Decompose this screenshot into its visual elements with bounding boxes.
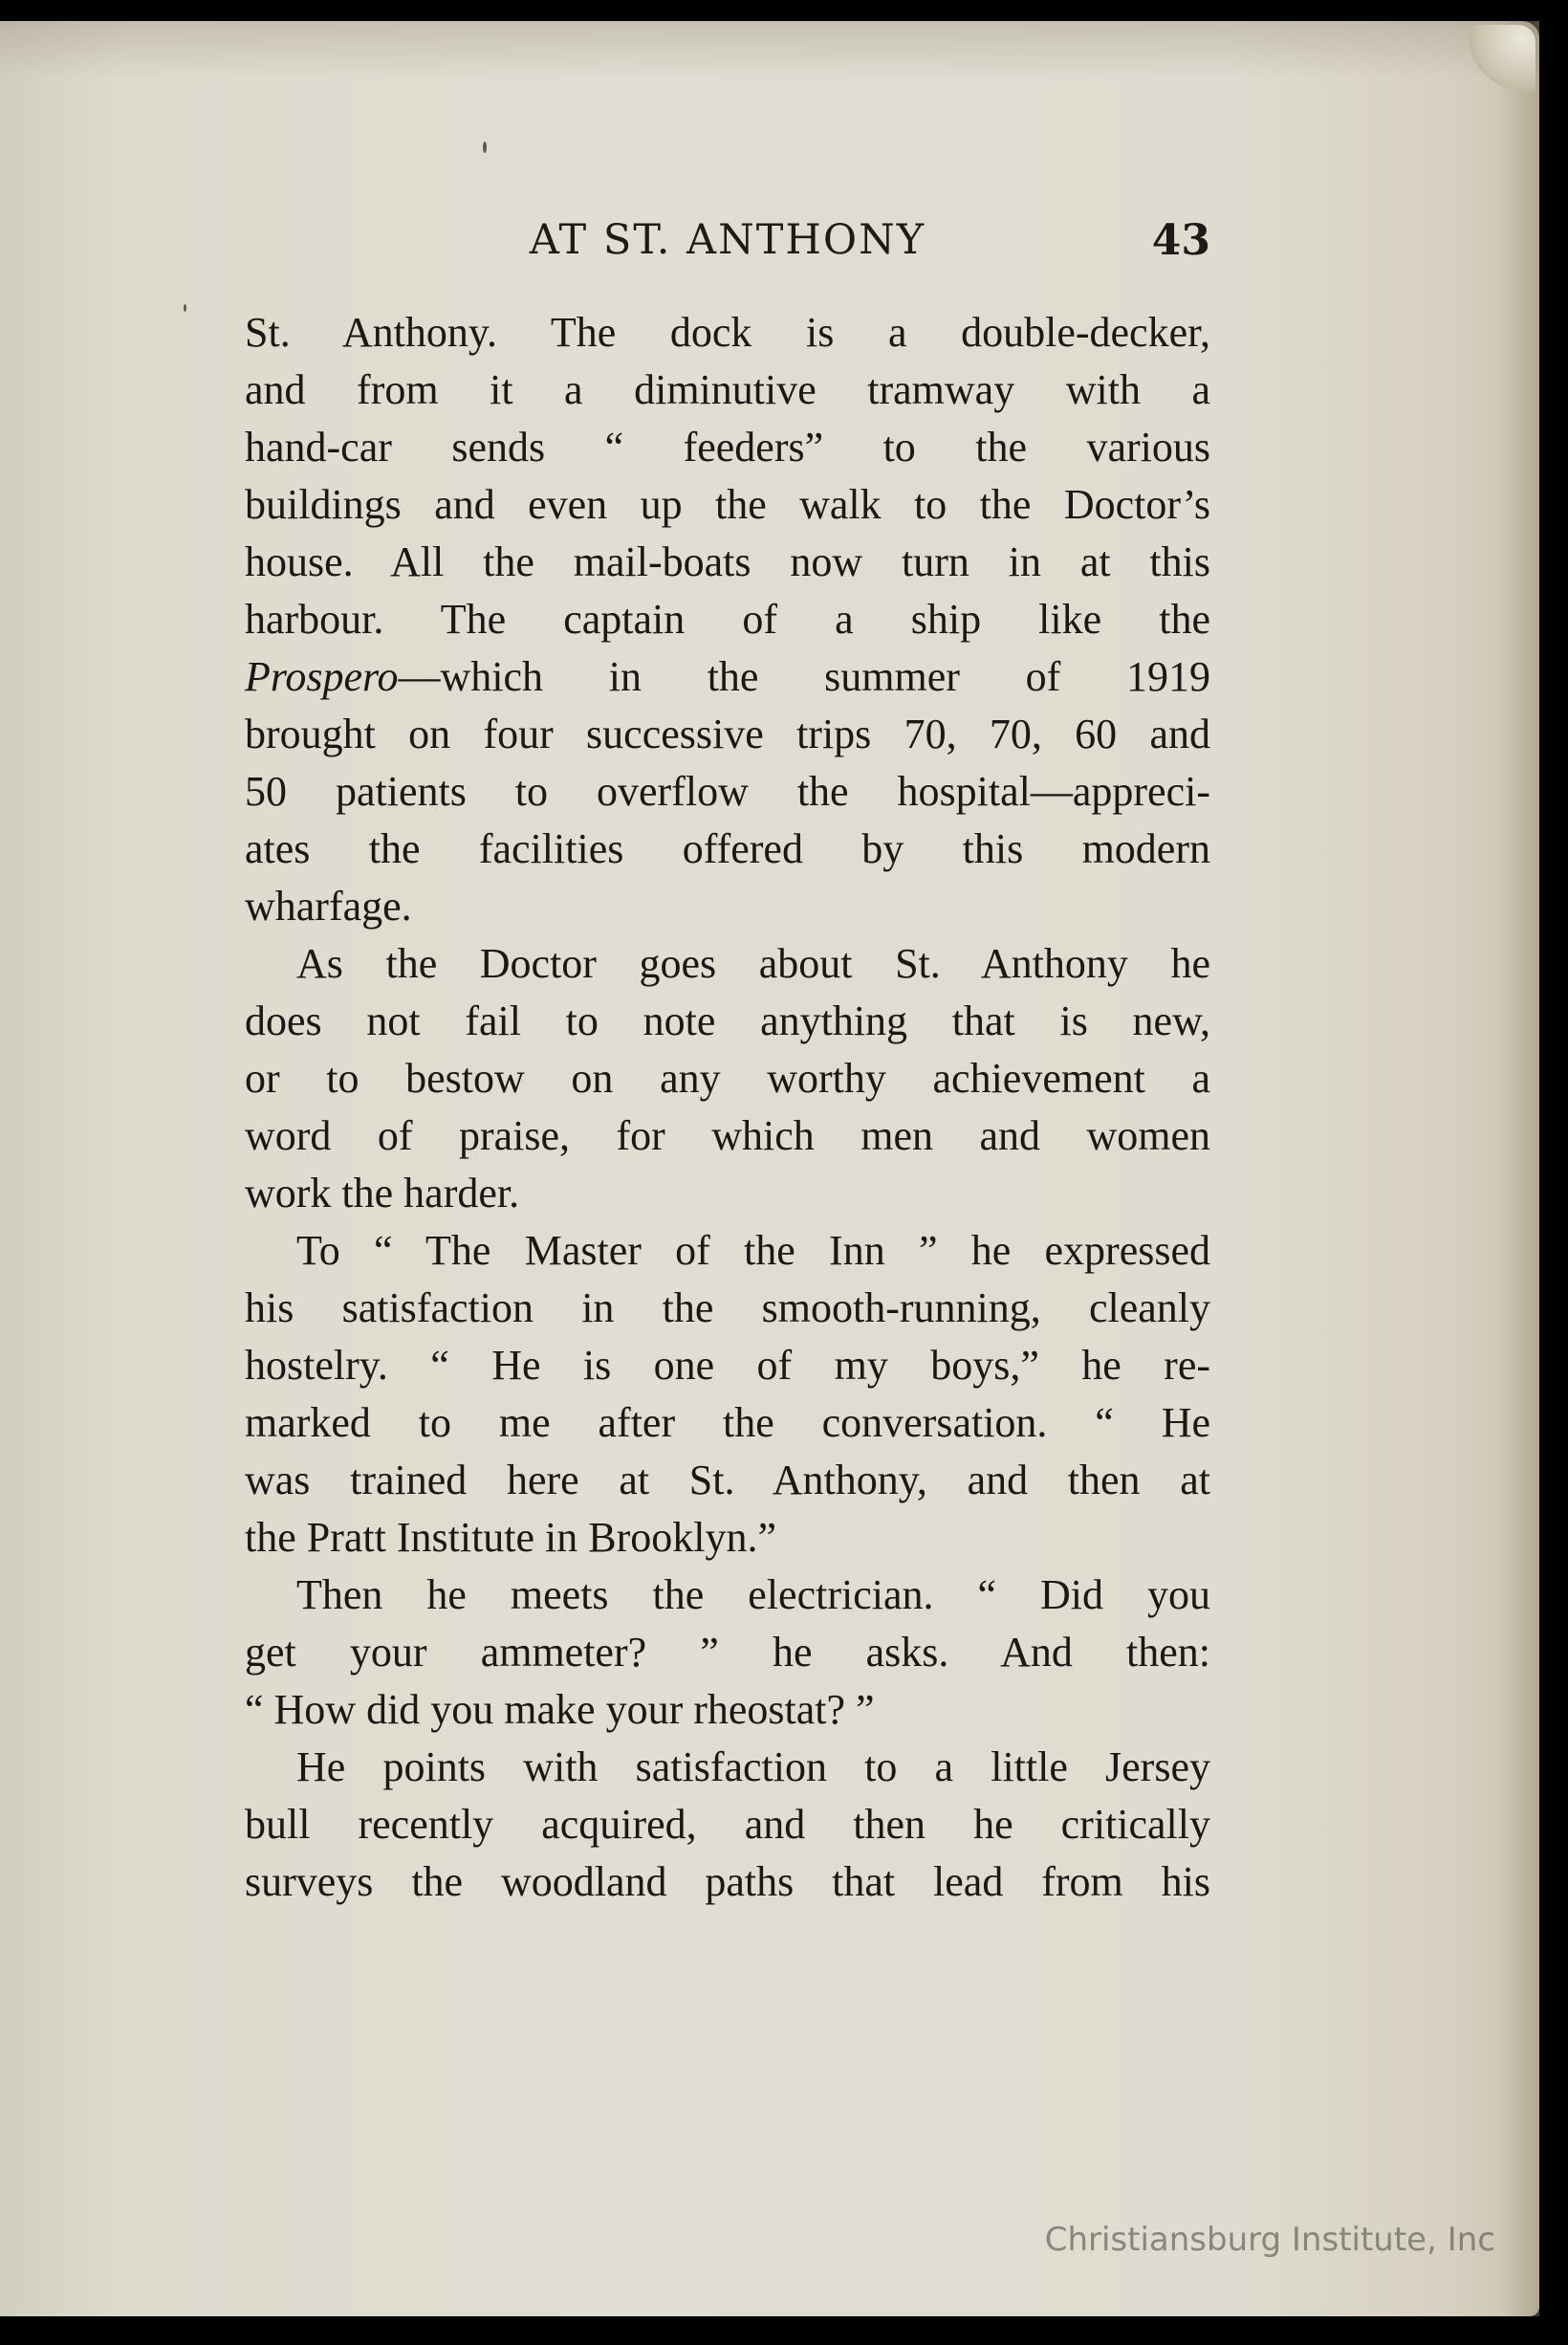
text-line: his satisfaction in the smooth-running, cleanly xyxy=(245,1284,1210,1331)
page-right-edge xyxy=(1501,21,1539,2316)
text-line-paragraph-start: To “ The Master of the Inn ” he expressed xyxy=(296,1227,1210,1274)
text-line: was trained here at St. Anthony, and then at xyxy=(245,1457,1210,1503)
text-line-paragraph-end: wharfage. xyxy=(245,883,412,930)
paper-speck xyxy=(184,304,186,312)
text-line: bull recently acquired, and then he critically xyxy=(245,1801,1210,1848)
text-line: word of praise, for which men and women xyxy=(245,1112,1210,1159)
text-line: harbour. The captain of a ship like the xyxy=(245,596,1210,643)
running-head xyxy=(245,216,1210,283)
text-line: marked to me after the conversation. “ He xyxy=(245,1399,1210,1446)
text-line: does not fail to note anything that is new, xyxy=(245,997,1210,1044)
text-line-paragraph-start: Then he meets the electrician. “ Did you xyxy=(296,1571,1210,1618)
text-line-paragraph-start: He points with satisfaction to a little Jersey xyxy=(296,1743,1210,1790)
text-line: hostelry. “ He is one of my boys,” he re- xyxy=(245,1342,1210,1389)
text-line-paragraph-end: “ How did you make your rheostat? ” xyxy=(245,1686,875,1733)
text-line-paragraph-end: work the harder. xyxy=(245,1170,520,1216)
text-line-rest: —which in the summer of 1919 xyxy=(398,653,1210,700)
text-line: hand-car sends “ feeders” to the various xyxy=(245,424,1210,471)
text-line: house. All the mail-boats now turn in at this xyxy=(245,538,1210,585)
text-line: buildings and even up the walk to the Doctor’s xyxy=(245,481,1210,528)
paper-speck xyxy=(483,142,487,153)
text-line-with-italic xyxy=(245,648,1210,706)
page-corner-curl xyxy=(1469,25,1535,92)
text-line: or to bestow on any worthy achievement a xyxy=(245,1055,1210,1102)
body-text xyxy=(245,304,1210,1911)
watermark: Christiansburg Institute, Inc xyxy=(1044,2221,1495,2259)
text-line: brought on four successive trips 70, 70, 60 and xyxy=(245,711,1210,757)
text-line: get your ammeter? ” he asks. And then: xyxy=(245,1629,1210,1676)
page-number: 43 xyxy=(1151,216,1210,265)
running-head-title: AT ST. ANTHONY xyxy=(529,216,926,264)
text-line: St. Anthony. The dock is a double-decker, xyxy=(245,309,1210,356)
text-line: ates the facilities offered by this modern xyxy=(245,825,1210,872)
page-top-shadow xyxy=(0,21,1539,78)
text-line-paragraph-start: As the Doctor goes about St. Anthony he xyxy=(296,940,1210,987)
text-line-paragraph-end: the Pratt Institute in Brooklyn.” xyxy=(245,1514,777,1561)
text-line: 50 patients to overflow the hospital—appreci- xyxy=(245,768,1210,815)
text-line: and from it a diminutive tramway with a xyxy=(245,366,1210,413)
text-line: surveys the woodland paths that lead from his xyxy=(245,1858,1210,1905)
ship-name: Prospero xyxy=(245,653,399,700)
